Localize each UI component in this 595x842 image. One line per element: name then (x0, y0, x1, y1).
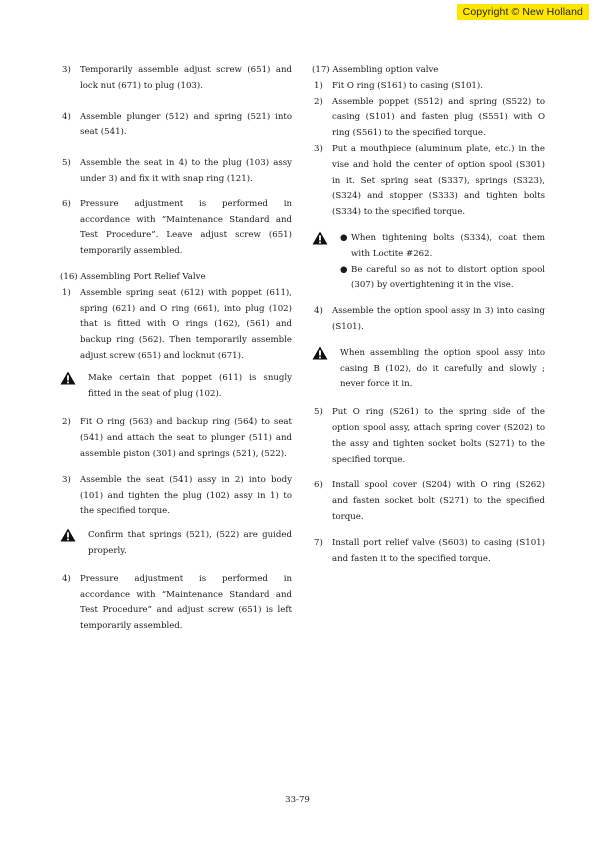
step-6 (60, 197, 292, 260)
page-number: 33-79 (285, 795, 310, 805)
step-text: Fit O ring (S161) to casing (S101). (332, 80, 483, 91)
step-number: 1) (62, 287, 71, 298)
option-step-4 (312, 304, 545, 336)
step-text: Install port relief valve (S603) to casing (S101) and fasten it to the specified torque. (332, 537, 545, 564)
step-4 (60, 110, 292, 142)
step-number: 1) (314, 80, 323, 91)
step-number: 6) (314, 480, 323, 491)
bullet-item (340, 231, 545, 263)
step-number: 7) (314, 537, 323, 548)
relief-step-3 (60, 473, 292, 520)
step-text: Assemble plunger (512) and spring (521) into seat (541). (80, 111, 292, 138)
step-text: Assemble the seat in 4) to the plug (103) assy under 3) and fix it with snap ring (121). (80, 158, 292, 184)
step-number: 4) (314, 306, 323, 317)
step-number: 6) (62, 198, 71, 209)
step-3 (60, 63, 292, 95)
warning-icon (312, 231, 328, 245)
step-number: 5) (62, 158, 71, 169)
relief-step-1 (60, 286, 292, 365)
option-step-2 (312, 95, 545, 142)
warning-icon (60, 528, 76, 542)
section-title-16: (16) Assembling Port Relief Valve (60, 271, 206, 282)
step-number: 3) (62, 65, 71, 75)
step-number: 2) (314, 96, 323, 107)
step-text: Assemble spring seat (612) with poppet (611), spring (621) and O ring (661), into plug (102) that is fitted with O rings (162), (561) and backup ring (562). Then temporarily assemble adjust screw (651) and locknut (671). (80, 287, 292, 361)
option-step-1 (312, 79, 545, 95)
step-number: 3) (314, 143, 323, 154)
warning-note (312, 231, 545, 294)
option-step-7 (312, 536, 545, 568)
step-text: Pressure adjustment is performed in accordance with “Maintenance Standard and Test Procedure”. Leave adjust screw (651) temporarily assembled. (80, 198, 292, 257)
step-text: Put O ring (S261) to the spring side of the option spool assy, attach spring cover (S202) to the assy and tighten socket bolts (S271) to the specified torque. (332, 407, 545, 465)
copyright-banner: Copyright © New Holland (457, 4, 589, 20)
bullet-icon: ● (340, 232, 348, 243)
bullet-text: When tightening bolts (S334), coat them with Loctite #262. (351, 232, 545, 259)
step-text: Assemble the seat (541) assy in 2) into body (101) and tighten the plug (102) assy in 1) to the specified torque. (80, 474, 292, 517)
step-text: Pressure adjustment is performed in accordance with “Maintenance Standard and Test Procedure” and adjust screw (651) is left temporarily assembled. (80, 573, 292, 632)
step-5 (60, 156, 292, 188)
step-number: 2) (62, 417, 71, 428)
warning-text: Make certain that poppet (611) is snugly fitted in the seat of plug (102). (88, 372, 292, 399)
option-step-5 (312, 405, 545, 468)
relief-step-4 (60, 572, 292, 635)
warning-icon (60, 371, 76, 385)
option-step-3 (312, 142, 545, 221)
warning-note (60, 371, 292, 403)
warning-icon (312, 346, 328, 360)
bullet-text: Be careful so as not to distort option spool (307) by overtightening it in the vise. (351, 264, 545, 291)
bullet-item (340, 263, 545, 295)
bullet-icon: ● (340, 264, 348, 275)
warning-note (60, 528, 292, 560)
step-text: Assemble poppet (S512) and spring (S522) to casing (S101) and fasten plug (S551) with O ring (S561) to the specified torque. (332, 96, 545, 139)
step-text: Temporarily assemble adjust screw (651) and lock nut (671) to plug (103). (80, 65, 292, 91)
warning-note (312, 346, 545, 393)
step-text: Assemble the option spool assy in 3) into casing (S101). (332, 306, 545, 332)
right-column (312, 63, 545, 567)
step-text: Fit O ring (563) and backup ring (564) to seat (541) and attach the seat to plunger (511) and assemble piston (301) and springs (521), (522). (80, 417, 292, 459)
step-number: 4) (62, 111, 71, 122)
option-step-6 (312, 478, 545, 525)
step-number: 4) (62, 573, 71, 584)
step-number: 5) (314, 407, 323, 418)
step-text: Put a mouthpiece (aluminum plate, etc.) in the vise and hold the center of option spool (S301) in it. Set spring seat (S337), springs (S323), (S324) and stopper (S333) and tighten bolts (S334) to the specified torque. (332, 143, 545, 218)
warning-text: When assembling the option spool assy into casing B (102), do it carefully and slowly ; never force it in. (340, 347, 545, 390)
left-column (60, 63, 292, 635)
section-title-17: (17) Assembling option valve (312, 65, 439, 75)
warning-text: Confirm that springs (521), (522) are guided properly. (88, 530, 292, 556)
step-number: 3) (62, 474, 71, 485)
step-text: Install spool cover (S204) with O ring (S262) and fasten socket bolt (S271) to the specified torque. (332, 480, 545, 522)
relief-step-2 (60, 415, 292, 462)
